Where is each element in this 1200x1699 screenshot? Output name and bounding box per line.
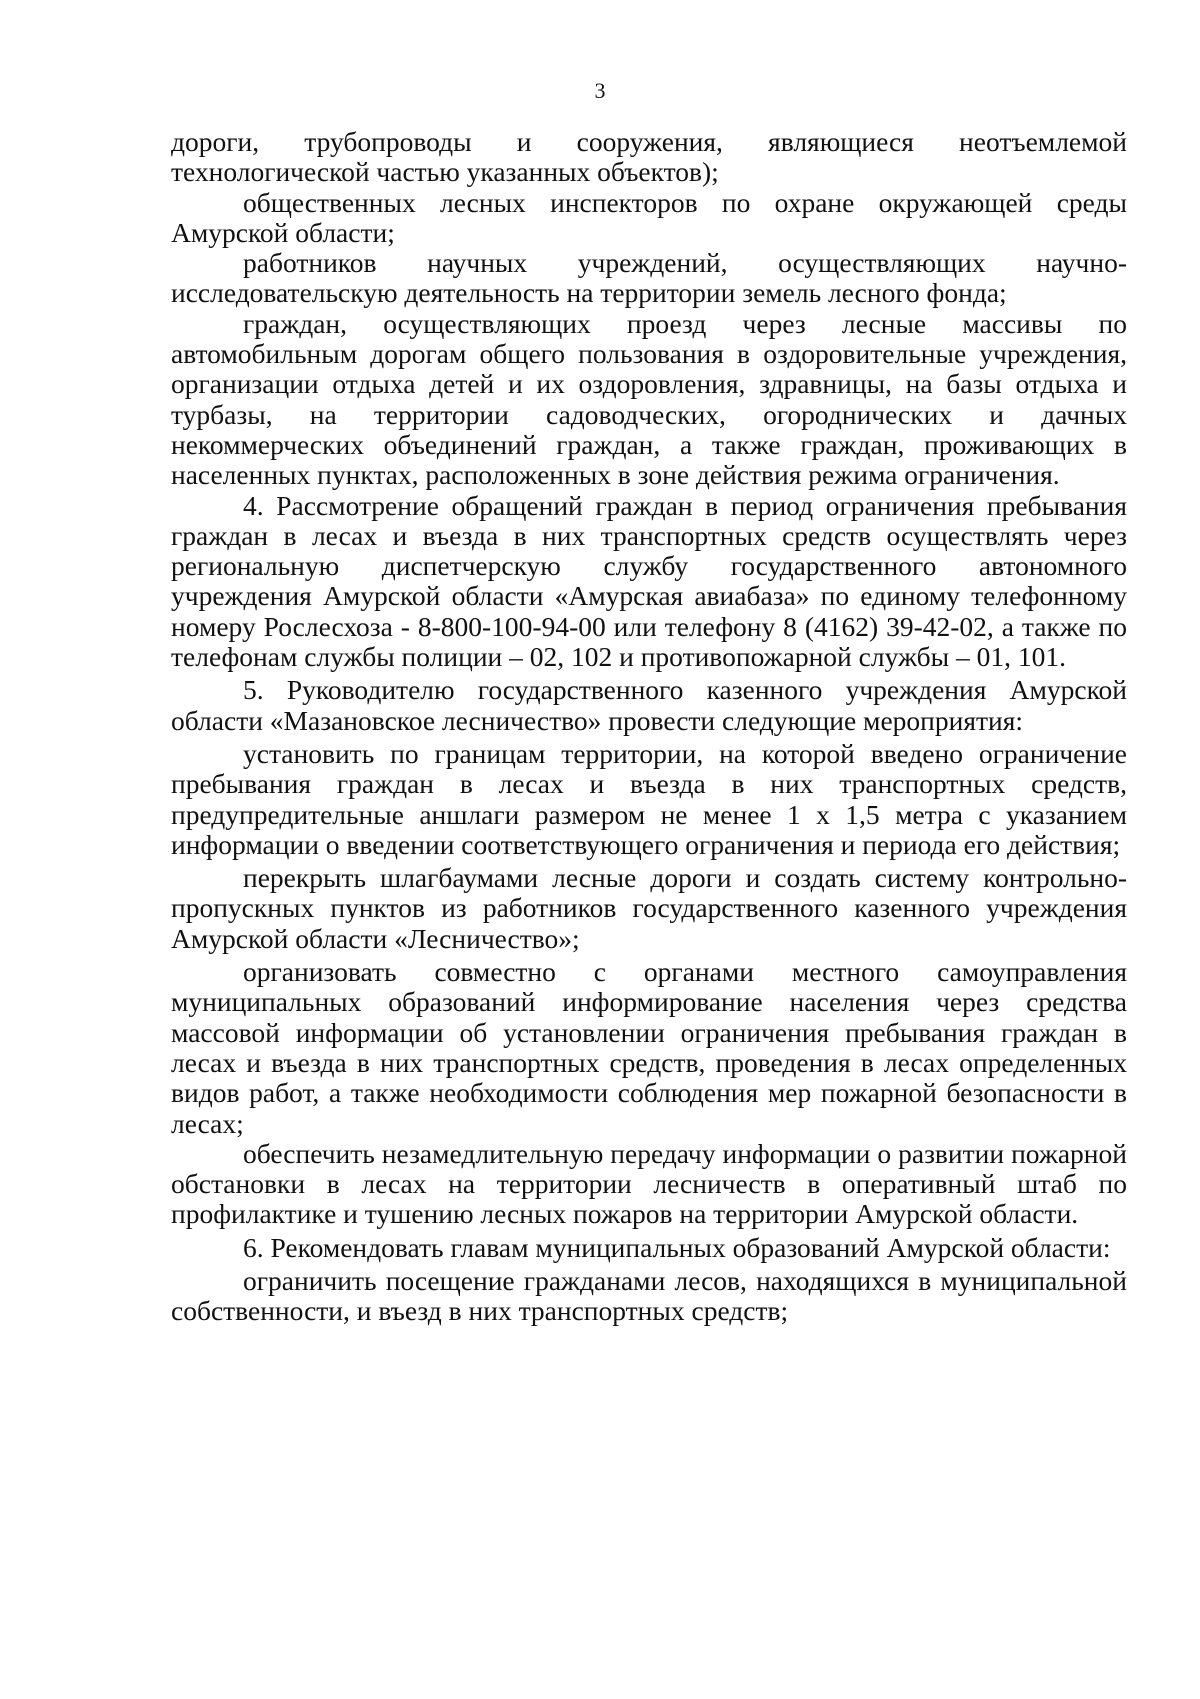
page-number: 3: [594, 78, 606, 103]
paragraph-citizens-passage: граждан, осуществляющих проезд через лесные массивы по автомобильным дорогам общего пользования в оздоровительные учреждения, организации отдыха детей и их оздоровления, здравницы, на базы отдыха и турбазы, на территории садоводческих, огороднических и дачных некоммерческих объединений граждан, а также граждан, проживающих в населенных пунктах, расположенных в зоне действия режима ограничения.: [171, 307, 1127, 491]
paragraph-item-6-recommend: 6. Рекомендовать главам муниципальных образований Амурской области:: [243, 1231, 1111, 1263]
document-body: [171, 127, 1127, 1327]
paragraph-restrict-visits: ограничить посещение гражданами лесов, находящихся в муниципальной собственности, и въезд в них транспортных средств;: [171, 1264, 1127, 1327]
paragraph-item-5-head-of-institution: 5. Руководителю государственного казенного учреждения Амурской области «Мазановское лесничество» провести следующие мероприятия:: [171, 674, 1127, 736]
paragraph-block-roads: перекрыть шлагбаумами лесные дороги и создать систему контрольно-пропускных пунктов из работников государственного казенного учреждения Амурской области «Лесничество»;: [171, 862, 1127, 954]
paragraph-forest-inspectors: общественных лесных инспекторов по охране окружающей среды Амурской области;: [171, 186, 1127, 248]
paragraph-research-workers: работников научных учреждений, осуществляющих научно-исследовательскую деятельность на территории земель лесного фонда;: [171, 247, 1127, 309]
paragraph-organize-informing: организовать совместно с органами местного самоуправления муниципальных образований информирование населения через средства массовой информации об установлении ограничения пребывания граждан в лесах и въезда в них транспортных средств, проведения в лесах определенных видов работ, а также необходимости соблюдения мер пожарной безопасности в лесах;: [171, 956, 1127, 1139]
paragraph-install-signs: установить по границам территории, на которой введено ограничение пребывания граждан в лесах и въезда в них транспортных средств, предупредительные аншлаги размером не менее 1 х 1,5 метра с указанием информации о введении соответствующего ограничения и периода его действия;: [171, 737, 1127, 860]
paragraph-roads-continuation: дороги, трубопроводы и сооружения, являющиеся неотъемлемой технологической частью указанных объектов);: [171, 126, 1127, 188]
paragraph-ensure-information-transfer: обеспечить незамедлительную передачу информации о развитии пожарной обстановки в лесах на территории лесничеств в оперативный штаб по профилактике и тушению лесных пожаров на территории Амурской области.: [171, 1137, 1127, 1230]
paragraph-item-4-appeals: 4. Рассмотрение обращений граждан в период ограничения пребывания граждан в лесах и въезда в них транспортных средств осуществлять через региональную диспетчерскую службу государственного автономного учреждения Амурской области «Амурская авиабаза» по единому телефонному номеру Рослесхоза - 8-800-100-94-00 или телефону 8 (4162) 39-42-02, а также по телефонам службы полиции – 02, 102 и противопожарной службы – 01, 101.: [171, 489, 1127, 673]
